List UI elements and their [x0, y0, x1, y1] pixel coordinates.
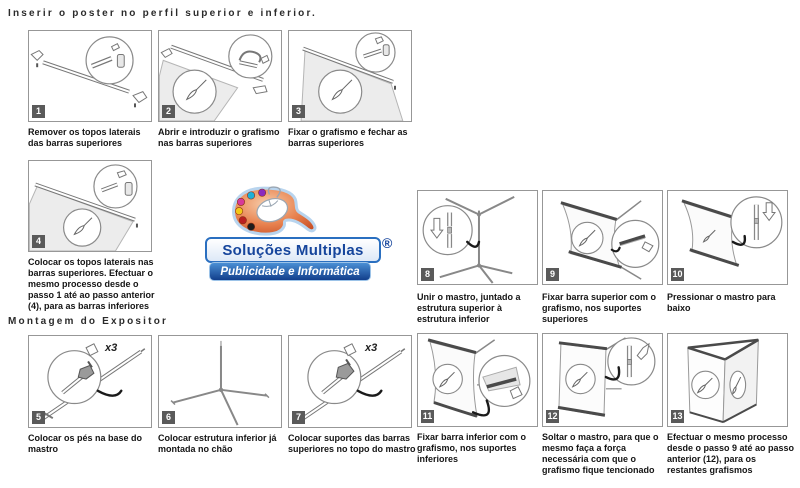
step-box-4 [28, 160, 152, 252]
logo-tagline-banner: Publicidade e Informática [209, 262, 371, 281]
step-box-10 [667, 190, 788, 285]
step-caption-6: Colocar estrutura inferior já montada no chão [158, 433, 277, 454]
step-number: 13 [672, 411, 683, 421]
times-three-label: x3 [365, 342, 378, 354]
step-box-13 [667, 333, 788, 427]
step-number: 1 [32, 105, 45, 118]
step-caption-12: Soltar o mastro, para que o mesmo faça a força necessária com que o grafismo fique tencionado [542, 432, 659, 475]
times-three-label: x3 [105, 342, 118, 354]
step-caption-4: Colocar os topos laterais nas barras superiores. Efectuar o mesmo processo desde o passo 1 até ao passo anterior (4), para as barras inferiores [28, 257, 155, 311]
logo-name-banner: Soluções Multiplas [205, 237, 381, 263]
step-caption-8: Unir o mastro, juntado a estrutura superior à estrutura inferior [417, 292, 521, 324]
step-box-5 [28, 335, 152, 428]
step-illustration-11 [418, 334, 537, 426]
step-caption-9: Fixar barra superior com o grafismo, nos suportes superiores [542, 292, 657, 324]
step-number: 12 [547, 411, 558, 421]
step-box-2 [158, 30, 282, 122]
step-box-3 [288, 30, 412, 122]
step-caption-13: Efectuar o mesmo processo desde o passo 9 até ao passo anterior (12), para os restantes grafismos [667, 432, 795, 475]
step-box-1 [28, 30, 152, 122]
step-illustration-12 [543, 334, 662, 426]
step-illustration-6 [159, 336, 281, 427]
step-number: 3 [292, 105, 305, 118]
step-caption-3: Fixar o grafismo e fechar as barras superiores [288, 127, 408, 148]
step-caption-10: Pressionar o mastro para baixo [667, 292, 776, 313]
section-title-assembly: Montagem do Expositor [8, 316, 169, 327]
step-number: 4 [32, 235, 45, 248]
step-illustration-4 [29, 161, 151, 251]
step-box-6 [158, 335, 282, 428]
step-box-8 [417, 190, 538, 285]
step-caption-7: Colocar suportes das barras superiores no topo do mastro [288, 433, 416, 454]
step-illustration-7 [289, 336, 411, 427]
step-number: 6 [162, 411, 175, 424]
step-caption-1: Remover os topos laterais das barras superiores [28, 127, 141, 148]
step-illustration-8 [418, 191, 537, 284]
palette-mouse-icon [229, 186, 321, 238]
step-box-12 [542, 333, 663, 427]
step-box-7 [288, 335, 412, 428]
step-number: 11 [422, 411, 433, 421]
step-caption-2: Abrir e introduzir o grafismo nas barras superiores [158, 127, 280, 148]
step-number: 8 [421, 268, 434, 281]
step-caption-5: Colocar os pés na base do mastro [28, 433, 143, 454]
step-illustration-1 [29, 31, 151, 121]
step-number: 9 [546, 268, 559, 281]
step-illustration-9 [543, 191, 662, 284]
step-illustration-3 [289, 31, 411, 121]
step-illustration-13 [668, 334, 787, 426]
step-illustration-5 [29, 336, 151, 427]
step-number: 5 [32, 411, 45, 424]
step-illustration-2 [159, 31, 281, 121]
step-number: 10 [672, 269, 683, 279]
step-number: 7 [292, 411, 305, 424]
company-logo [205, 186, 400, 280]
step-box-9 [542, 190, 663, 285]
step-illustration-10 [668, 191, 787, 284]
step-box-11 [417, 333, 538, 427]
step-number: 2 [162, 105, 175, 118]
section-title-insert: Inserir o poster no perfil superior e inferior. [8, 8, 318, 19]
registered-mark: ® [382, 235, 393, 251]
step-caption-11: Fixar barra inferior com o grafismo, nos suportes inferiores [417, 432, 527, 464]
